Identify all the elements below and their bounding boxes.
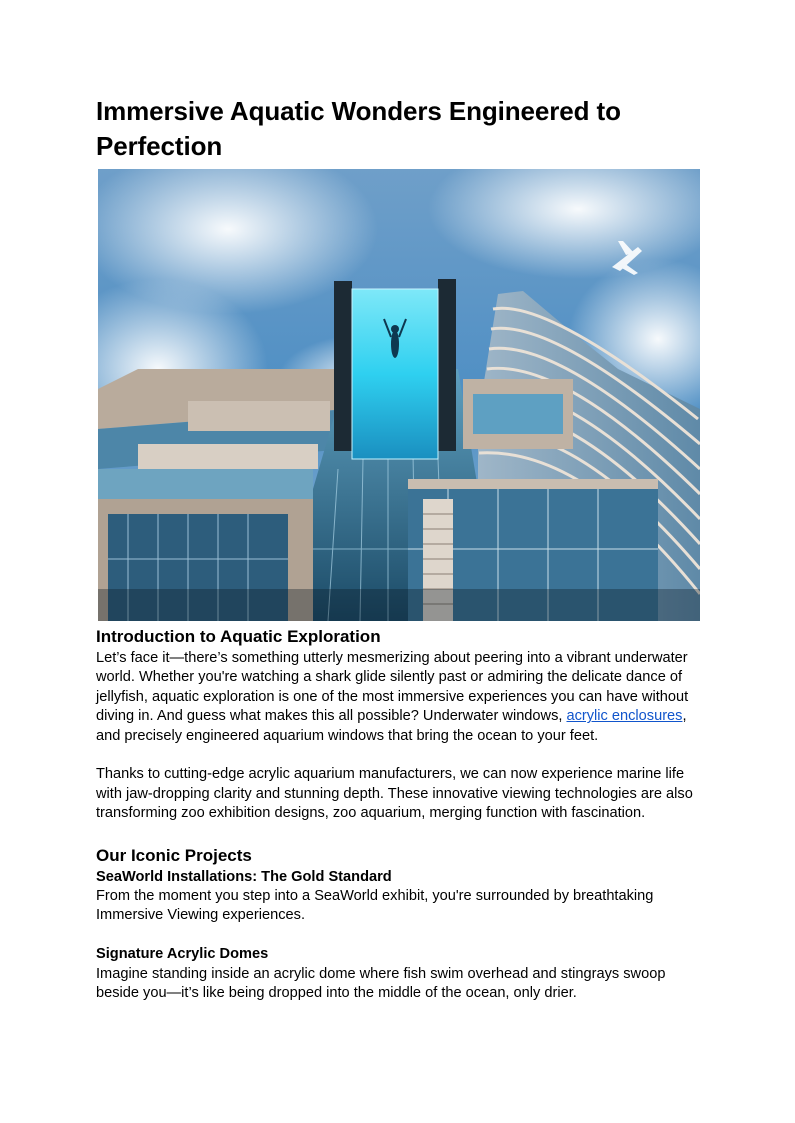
projects-heading: Our Iconic Projects bbox=[96, 845, 252, 865]
intro-paragraph-2: Thanks to cutting-edge acrylic aquarium manufacturers, we can now experience marine life with jaw-dropping clarity and stunning depth. These innovative viewing technologies are also transforming zoo exhibition designs, zoo aquarium, merging function with fascination. bbox=[96, 766, 693, 822]
project-title: Signature Acrylic Domes bbox=[96, 946, 269, 963]
project-text: From the moment you step into a SeaWorld exhibit, you're surrounded by breathtaking Immersive Viewing experiences. bbox=[96, 888, 654, 924]
hero-image bbox=[98, 169, 700, 621]
document-page bbox=[96, 94, 701, 1003]
intro-paragraph bbox=[96, 649, 701, 746]
left-building bbox=[98, 369, 348, 621]
sky-pool bbox=[334, 279, 456, 459]
intro-heading: Introduction to Aquatic Exploration bbox=[96, 627, 381, 646]
project-text: Imagine standing inside an acrylic dome where fish swim overhead and stingrays swoop beside you—it’s like being dropped into the middle of the ocean, only drier. bbox=[96, 965, 666, 1002]
intro-text-end: , and precisely engineered aquarium windows that bring the ocean to your feet. bbox=[96, 708, 687, 744]
page-title: Immersive Aquatic Wonders Engineered to Perfection bbox=[96, 96, 621, 161]
intro-text-start: Let’s face it—there’s something utterly mesmerizing about peering into a vibrant underwater world. Whether you're watching a shark glide silently past or admiring the delicate dance of jellyfish, aquatic exploration is one of the most immersive experiences you can have without diving in. And guess what makes this all possible? Underwater windows, bbox=[96, 650, 689, 725]
project-title: SeaWorld Installations: The Gold Standard bbox=[96, 868, 392, 885]
acrylic-enclosures-link[interactable]: acrylic enclosures bbox=[566, 708, 683, 725]
